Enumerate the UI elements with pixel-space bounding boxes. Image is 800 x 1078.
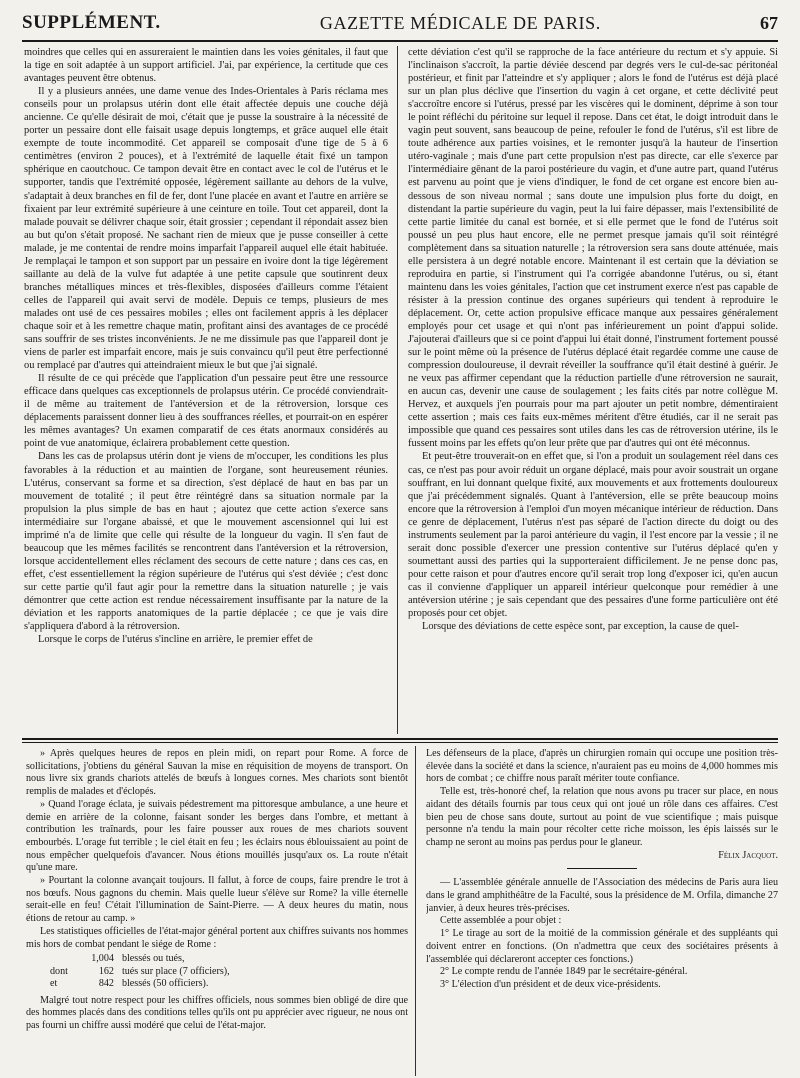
- page-header: [22, 6, 778, 42]
- author-signature: Félix Jacquot.: [718, 849, 778, 861]
- column-divider-bottom: [415, 746, 416, 1076]
- supplement-label: SUPPLÉMENT.: [22, 12, 161, 33]
- feuilleton-paragraph: » Quand l'orage éclata, je suivais pédestrement ma pittoresque ambulance, a une heure et demie en arrière de la colonne, faisant sonder les berges dans l'ombre, et mettant à contribution les traînards, pour les faire pousser aux roues de mes chariots souvent embourbés. L'orage fut terrible ; le ciel était en feu ; les éclairs nous éblouissaient au point de nous empêcher quelquefois d'avancer. Nous étions mouillés jusqu'aux os. La route n'était qu'une mare.: [26, 798, 408, 874]
- stat-text: tués sur place (7 officiers),: [121, 965, 230, 977]
- article-paragraph: moindres que celles qui en assureraient le maintien dans les voies génitales, il faut que la tige en soit adaptée à un support artificiel. J'ai, par expérience, la certitude que ces avantages peuvent être obtenus.: [24, 47, 388, 85]
- feuilleton-paragraph: Malgré tout notre respect pour les chiffres officiels, nous sommes bien obligé de dire que des hommes placés dans des conditions telles qu'ils ont pu apprécier avec rigueur, ne nous ont pas fourni un chiffre aussi modéré que celui de l'état-major.: [26, 994, 408, 1032]
- article-paragraph: Dans les cas de prolapsus utérin dont je viens de m'occuper, les conditions les plus favorables à la réduction et au maintien de l'organe, sont heureusement réunies. L'utérus, conservant sa forme et sa direction, s'est déplacé de haut en bas par un mouvement de totalité ; il peut être réintégré dans sa situation normale par la propulsion la plus simple de bas en haut ; ajoutez que cette action s'exerce sans intermédiaire sur l'organe abaissé, et que le mouvement ascensionnel qui lui est imprimé n'a de limite que celle qui résulte de la longueur du vagin. Il s'en faut de beaucoup que les mêmes facilités se rencontrent dans l'antéversion et la rétroversion, lorsque accidentellement elles réclament des secours de cette nature ; dans ces cas, en effet, c'est essentiellement la région supérieure de l'utérus qui s'est déviée ; c'est donc sur cette partie qu'il faut agir pour la remettre dans la situation naturelle ; je vais démontrer que cette action est rendue nécessairement insuffisante par la nature de la déviation et les rapports anatomiques de la partie déplacée ; ce que je vais dire s'appliquera d'abord à la rétroversion.: [24, 451, 388, 633]
- stat-label: [46, 953, 72, 966]
- stat-row: [46, 953, 234, 966]
- article-column-left: [24, 46, 388, 730]
- article-paragraph: Lorsque le corps de l'utérus s'incline en arrière, le premier effet de: [38, 634, 313, 646]
- short-divider: [567, 868, 637, 869]
- stat-text: blessés ou tués,: [121, 953, 185, 965]
- agenda-item: 2° Le compte rendu de l'année 1849 par le secrétaire-général.: [440, 966, 688, 978]
- feuilleton-paragraph: » Pourtant la colonne avançait toujours. Il fallut, à force de coups, faire prendre le trot à nos bœufs. Nous gagnons du chemin. Mais quelle lueur s'élève sur Rome? la ville éternelle serait-elle en feu! C'était l'illumination de Saint-Pierre. — A deux heures du matin, nous étions de retour au camp. »: [26, 875, 408, 925]
- section-divider-thin: [22, 742, 778, 743]
- stat-row: [46, 966, 234, 979]
- stat-text: blessés (50 officiers).: [121, 978, 209, 990]
- feuilleton-paragraph: Les défenseurs de la place, d'après un chirurgien romain qui occupe une position très-élevée dans la société et dans la science, n'auraient pas eu moins de 4,000 hommes mis hors de combat ; ce chiffre nous paraît mériter toute confiance.: [426, 748, 778, 785]
- announcement-paragraph: — L'assemblée générale annuelle de l'Association des médecins de Paris aura lieu dans le grand amphithéâtre de la Faculté, sous la présidence de M. Orfila, dimanche 27 janvier, à deux heures très-précises.: [426, 877, 778, 914]
- feuilleton-paragraph: Les statistiques officielles de l'état-major général portent aux chiffres suivants nos hommes mis hors de combat pendant le siége de Rome :: [26, 925, 408, 950]
- stat-label: et: [50, 978, 58, 990]
- feuilleton-paragraph: » Après quelques heures de repos en plein midi, on repart pour Rome. A force de sollicitations, j'obtiens du général Sauvan la mise en réquisition de moyens de transport. On nous livre six grands chariots attelés de bœufs à longues cornes. Mes chariots sont bientôt remplis de malades et d'éclopés.: [26, 748, 408, 798]
- article-paragraph: Il résulte de ce qui précède que l'application d'un pessaire peut être une ressource efficace dans quelques cas exceptionnels de prolapsus utérin. Ce procédé conviendrait-il de même au traitement de l'antéversion et de la rétroversion, lorsque ces déplacements paraissent donner lieu à des souffrances réelles, et pourrait-on en espérer les mêmes avantages? Un examen comparatif de ces états anormaux considérés au point de vue anatomique, éclairera probablement cette question.: [24, 373, 388, 450]
- announcement-objet: Cette assemblée a pour objet :: [440, 915, 562, 927]
- agenda-item: 1° Le tirage au sort de la moitié de la commission générale et des suppléants qui doivent entrer en fonctions. (On n'admettra que ceux des sociétaires présents à l'assemblée qui déclareront accepter ces fonctions.): [426, 928, 778, 965]
- stat-number: 1,004: [91, 953, 114, 965]
- journal-title: GAZETTE MÉDICALE DE PARIS.: [319, 12, 601, 33]
- column-divider: [397, 46, 398, 734]
- feuilleton-paragraph: Telle est, très-honoré chef, la relation que nous avons pu tracer sur place, en nous aidant des détails fournis par tous ceux qui ont joué un rôle dans ces affaires. C'est bien peu de chose sans doute, surtout au point de vue scientifique ; mais puisque personne n'a tendu la main pour récolter cette riche moisson, les épis laissés sur le champ ne seront au moins pas perdus pour le glaneur.: [426, 786, 778, 848]
- article-column-right: [408, 46, 778, 730]
- section-divider: [22, 738, 778, 740]
- stat-number: 162: [98, 965, 114, 977]
- casualty-statistics: [46, 953, 234, 991]
- article-paragraph: Il y a plusieurs années, une dame venue des Indes-Orientales à Paris réclama mes conseils pour un prolapsus utérin dont elle était affectée depuis une couche déjà ancienne. Ce qu'elle désirait de moi, c'était que je pusse la soustraire à la nécessité de porter un pessaire dont elle faisait usage depuis longtemps, et grâce auquel elle était exempte de toute incommodité. Cet appareil se composait d'une tige de 5 à 6 centimètres (environ 2 pouces), et à l'extrémité de laquelle était fixé un tampon sphérique en caoutchouc. Ce tampon devait être en contact avec le col de l'utérus et le supporter, tandis que l'extrémité opposée, légèrement saillante au dehors de la vulve, s'adaptait à deux branches en fil de fer, dont l'une placée en avant et l'autre en arrière se fixaient par leur extrémité supérieure à une ceinture en toile. Tout cet appareil, dont la malade pouvait se délivrer chaque soir, était grossier ; cependant il répondait assez bien au but qu'on s'était proposé. Ne sachant rien de mieux que je pusse conseiller à cette malade, je me contentai de rendre moins imparfait l'appareil auquel elle était habituée. Je remplaçai le tampon et son support par un pessaire en ivoire dont la tige légèrement saillante au delà de la vulve fut adaptée à une petite capsule que soutinrent deux branches métalliques minces et très-flexibles, disposées d'ailleurs comme l'étaient celles de l'appareil qui avait servi de modèle. Depuis ce temps, plusieurs de mes malades ont usé de ces pessaires mobiles ; elles ont facilement appris à les déplacer chaque soir et à les remettre chaque matin, profitant ainsi des avantages de ce procédé sans souffrir de ses tristes inconvénients. Je ne me dissimule pas que l'appareil dont je viens de parler est imparfait encore, mais je suis convaincu qu'il peut être perfectionné ou remplacé par d'autres qui atteindraient mieux le but que j'ai signalé.: [24, 86, 388, 372]
- stat-row: [46, 978, 234, 991]
- page-number: 67: [760, 12, 778, 33]
- article-paragraph: Lorsque des déviations de cette espèce sont, par exception, la cause de quel-: [422, 621, 739, 633]
- feuilleton-column-left: [26, 748, 408, 1068]
- feuilleton-column-right: [426, 748, 778, 1068]
- stat-label: dont: [50, 965, 68, 977]
- article-paragraph: Et peut-être trouverait-on en effet que, si l'on a produit un soulagement réel dans ces cas, ce n'est pas pour avoir réduit un organe déplacé, mais pour avoir soustrait un organe souffrant, en lui donnant quelque fixité, aux mouvements et aux frottements douloureux que j'ai précédemment signalés. Quant à l'antéversion, elle se prête beaucoup moins encore que la rétroversion à l'emploi d'un moyen mécanique intérieur de réduction. Dans ce genre de déplacement, l'utérus n'est pas séparé de l'action directe du doigt ou des instruments seulement par la paroi antérieure du vagin, il l'est encore par la vessie ; il ne serait donc possible d'exercer une pression contentive sur l'utérus déplacé qu'en y soumettant aussi des parties qui la supporteraient difficilement. Je ne pense donc pas, pour cette raison et pour d'autres encore qu'il serait trop long d'exposer ici, qu'en aucun cas il convienne d'appliquer un appareil intérieur quelconque pour remédier à une antéversion utérine ; je sais cependant que des pessaires d'une forme particulière ont été proposés pour cet objet.: [408, 451, 778, 620]
- article-paragraph: cette déviation c'est qu'il se rapproche de la face antérieure du rectum et s'y appuie. Si l'inclinaison s'accroît, la partie déviée descend par degrés vers le cul-de-sac péritonéal postérieur, et finit par l'atteindre et s'y appliquer ; alors le fond de l'utérus est déjà placé sur un plan plus déclive que l'insertion du vagin à cet organe, et cette déclivité peut s'accroître encore si l'utérus, pressé par les viscères qui le dominent, déprime à son tour le point réfléchi du péritoine sur lequel il repose. Dans cet état, le doigt introduit dans le vagin peut souvent, sans beaucoup de peine, refouler le fond de l'utérus, s'il est libre de toute adhérence aux parties voisines, et le remonter jusqu'à la hauteur de l'insertion utéro-vaginale ; mais d'une part cette propulsion n'est pas directe, car elle s'exerce par l'intermédiaire gênant de la paroi postérieure du vagin, et d'une autre part, quand l'utérus est parvenu au point que je viens d'indiquer, le fond de cet organe est encore bien au-dessous de son niveau normal ; sans doute une impulsion plus forte du doigt, en distendant la partie supérieure du vagin, peut la lui faire dépasser, mais l'extensibilité de cette partie limitée du canal est bornée, et si elle permet que le fond de l'utérus soit poussé un peu plus haut encore, elle ne permet presque jamais qu'il soit réintégré complètement dans sa situation naturelle ; la rétroversion sera sans doute atténuée, mais elle persistera à un degré notable encore. Maintenant il est certain que la déviation se reproduira en partie, si l'instrument qui l'a corrigée abandonne l'utérus, ou si, étant maintenu dans les voies génitales, l'action que cet instrument exerce n'est pas capable de résister à la pression continue des organes supérieurs qui tendent à reproduire le déplacement. Or, cette action propulsive efficace manque aux pessaires généralement employés pour cet usage et qui n'ont pas inférieurement un point d'appui solide. J'ajouterai d'ailleurs que si ce point d'appui lui était donné, l'instrument fortement poussé sur le point même où la présence de l'utérus déplacé était regardée comme une cause de compression douloureuse, il devrait réveiller la souffrance qu'il était destiné à guérir. Je ne veux pas affirmer cependant que la réduction partielle d'une rétroversion ne saurait, en aucun cas, devenir une cause de soulagement ; les faits cités par notre collègue M. Hervez, et auxquels j'en pourrais pour ma part ajouter un petit nombre, démentiraient cette assertion ; mais ces faits eux-mêmes méritent d'être étudiés, car il ne serait pas impossible que quand ces pessaires sont utiles dans les cas de rétroversion utérine, ils le fussent moins par les effets qu'on leur prête que par d'autres qui ont été méconnus.: [408, 47, 778, 450]
- agenda-item: 3° L'élection d'un président et de deux vice-présidents.: [440, 978, 661, 990]
- stat-number: 842: [98, 978, 114, 990]
